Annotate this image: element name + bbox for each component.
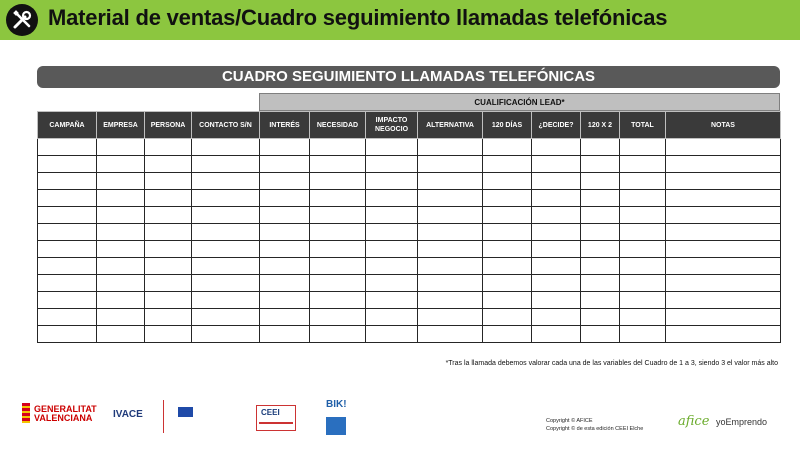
column-header: IMPACTO NEGOCIO — [366, 112, 418, 139]
table-cell[interactable] — [483, 275, 532, 292]
table-cell[interactable] — [366, 309, 418, 326]
table-cell[interactable] — [418, 241, 483, 258]
table-cell[interactable] — [310, 190, 366, 207]
table-cell[interactable] — [666, 156, 781, 173]
table-cell[interactable] — [38, 241, 97, 258]
table-cell[interactable] — [581, 241, 620, 258]
table-cell[interactable] — [581, 275, 620, 292]
table-cell[interactable] — [532, 224, 581, 241]
table-cell[interactable] — [97, 156, 145, 173]
table-cell[interactable] — [145, 258, 192, 275]
column-header: INTERÉS — [260, 112, 310, 139]
table-cell[interactable] — [581, 139, 620, 156]
table-cell[interactable] — [97, 275, 145, 292]
table-cell[interactable] — [532, 139, 581, 156]
table-cell[interactable] — [666, 139, 781, 156]
table-row — [38, 258, 781, 275]
table-cell[interactable] — [38, 224, 97, 241]
table-cell[interactable] — [38, 190, 97, 207]
table-cell[interactable] — [666, 258, 781, 275]
table-cell[interactable] — [532, 292, 581, 309]
table-cell[interactable] — [666, 309, 781, 326]
table-cell[interactable] — [581, 190, 620, 207]
table-cell[interactable] — [192, 292, 260, 309]
table-cell[interactable] — [620, 241, 666, 258]
afice-name: afice — [678, 414, 710, 429]
table-cell[interactable] — [366, 190, 418, 207]
table-cell[interactable] — [260, 275, 310, 292]
table-cell[interactable] — [620, 190, 666, 207]
table-cell[interactable] — [483, 258, 532, 275]
table-cell[interactable] — [145, 292, 192, 309]
tools-icon — [6, 4, 38, 36]
table-cell[interactable] — [97, 207, 145, 224]
table-cell[interactable] — [532, 275, 581, 292]
table-cell[interactable] — [310, 258, 366, 275]
table-row — [38, 139, 781, 156]
table-cell[interactable] — [483, 173, 532, 190]
table-cell[interactable] — [483, 326, 532, 343]
table-cell[interactable] — [38, 309, 97, 326]
column-header: EMPRESA — [97, 112, 145, 139]
table-cell[interactable] — [620, 224, 666, 241]
table-row — [38, 156, 781, 173]
table-cell[interactable] — [192, 258, 260, 275]
table-cell[interactable] — [366, 258, 418, 275]
table-cell[interactable] — [620, 275, 666, 292]
table-cell[interactable] — [366, 156, 418, 173]
table-cell[interactable] — [366, 241, 418, 258]
table-cell[interactable] — [38, 326, 97, 343]
table-cell[interactable] — [38, 173, 97, 190]
table-cell[interactable] — [620, 258, 666, 275]
table-cell[interactable] — [260, 258, 310, 275]
afice-logo — [678, 414, 709, 429]
table-cell[interactable] — [418, 258, 483, 275]
table-cell[interactable] — [581, 224, 620, 241]
table-cell[interactable] — [532, 156, 581, 173]
table-cell[interactable] — [192, 326, 260, 343]
table-cell[interactable] — [418, 309, 483, 326]
footer-logos — [0, 395, 800, 450]
table-cell[interactable] — [310, 241, 366, 258]
table-cell[interactable] — [581, 292, 620, 309]
table-cell[interactable] — [620, 139, 666, 156]
table-cell[interactable] — [38, 139, 97, 156]
table-cell[interactable] — [666, 224, 781, 241]
table-cell[interactable] — [310, 207, 366, 224]
table-cell[interactable] — [310, 275, 366, 292]
column-header: NOTAS — [666, 112, 781, 139]
table-row — [38, 224, 781, 241]
bik-cube-icon — [326, 417, 346, 435]
table-cell[interactable] — [366, 292, 418, 309]
table-cell[interactable] — [483, 156, 532, 173]
table-cell[interactable] — [418, 224, 483, 241]
column-header: CONTACTO S/N — [192, 112, 260, 139]
table-row — [38, 309, 781, 326]
column-header: PERSONA — [145, 112, 192, 139]
table-cell[interactable] — [97, 258, 145, 275]
table-cell[interactable] — [38, 258, 97, 275]
ceei-name: CEEI — [261, 408, 280, 417]
table-cell[interactable] — [581, 207, 620, 224]
table-cell[interactable] — [666, 275, 781, 292]
table-cell[interactable] — [310, 309, 366, 326]
table-cell[interactable] — [97, 224, 145, 241]
copyright-afice: Copyright © AFICE — [546, 418, 593, 424]
column-header: ALTERNATIVA — [418, 112, 483, 139]
table-row — [38, 207, 781, 224]
eu-flag-icon — [178, 407, 193, 417]
table-cell[interactable] — [145, 326, 192, 343]
tracking-table — [37, 111, 781, 343]
logo-divider — [163, 400, 164, 433]
column-header: TOTAL — [620, 112, 666, 139]
table-cell[interactable] — [260, 292, 310, 309]
table-cell[interactable] — [366, 207, 418, 224]
table-cell[interactable] — [192, 207, 260, 224]
table-cell[interactable] — [666, 241, 781, 258]
column-header: 120 X 2 — [581, 112, 620, 139]
table-cell[interactable] — [260, 173, 310, 190]
table-cell[interactable] — [483, 241, 532, 258]
table-cell[interactable] — [366, 326, 418, 343]
ceei-underline — [259, 422, 293, 424]
table-cell[interactable] — [666, 326, 781, 343]
table-body — [38, 139, 781, 343]
table-row — [38, 190, 781, 207]
table-cell[interactable] — [192, 156, 260, 173]
table-cell[interactable] — [260, 224, 310, 241]
table-cell[interactable] — [620, 309, 666, 326]
table-cell[interactable] — [97, 139, 145, 156]
table-cell[interactable] — [97, 309, 145, 326]
table-cell[interactable] — [620, 156, 666, 173]
table-cell[interactable] — [145, 241, 192, 258]
table-cell[interactable] — [418, 326, 483, 343]
table-cell[interactable] — [418, 292, 483, 309]
generalitat-emblem-icon — [22, 403, 30, 423]
table-cell[interactable] — [418, 190, 483, 207]
table-cell[interactable] — [260, 190, 310, 207]
table-cell[interactable] — [192, 275, 260, 292]
table-cell[interactable] — [581, 258, 620, 275]
table-cell[interactable] — [483, 190, 532, 207]
header-bar — [0, 0, 800, 40]
table-cell[interactable] — [366, 224, 418, 241]
table-cell[interactable] — [581, 309, 620, 326]
table-cell[interactable] — [260, 207, 310, 224]
table-cell[interactable] — [192, 309, 260, 326]
table-cell[interactable] — [260, 241, 310, 258]
table-cell[interactable] — [418, 275, 483, 292]
table-cell[interactable] — [145, 139, 192, 156]
table-cell[interactable] — [532, 258, 581, 275]
table-cell[interactable] — [97, 190, 145, 207]
table-cell[interactable] — [483, 224, 532, 241]
table-cell[interactable] — [145, 156, 192, 173]
table-cell[interactable] — [145, 173, 192, 190]
table-cell[interactable] — [260, 139, 310, 156]
table-cell[interactable] — [310, 224, 366, 241]
table-title-banner: CUADRO SEGUIMIENTO LLAMADAS TELEFÓNICAS — [37, 66, 780, 88]
table-cell[interactable] — [666, 173, 781, 190]
copyright-ceei: Copyright © de esta edición CEEI Elche — [546, 426, 644, 432]
table-cell[interactable] — [666, 292, 781, 309]
table-cell[interactable] — [192, 173, 260, 190]
table-cell[interactable] — [310, 173, 366, 190]
table-row — [38, 241, 781, 258]
table-cell[interactable] — [192, 241, 260, 258]
table-cell[interactable] — [145, 207, 192, 224]
generalitat-name: GENERALITAT VALENCIANA — [34, 404, 97, 423]
lead-qualification-header: CUALIFICACIÓN LEAD* — [259, 93, 780, 111]
ivace-logo — [113, 409, 143, 420]
table-cell[interactable] — [620, 326, 666, 343]
ceei-logo — [256, 405, 296, 431]
table-cell[interactable] — [97, 241, 145, 258]
page-title: Material de ventas/Cuadro seguimiento llamadas telefónicas — [48, 5, 668, 30]
table-cell[interactable] — [532, 207, 581, 224]
table-cell[interactable] — [418, 139, 483, 156]
table-cell[interactable] — [532, 190, 581, 207]
table-cell[interactable] — [192, 190, 260, 207]
table-cell[interactable] — [366, 275, 418, 292]
ivace-name: IVACE — [113, 409, 143, 420]
column-header: ¿DECIDE? — [532, 112, 581, 139]
table-cell[interactable] — [581, 173, 620, 190]
table-cell[interactable] — [310, 292, 366, 309]
table-cell[interactable] — [260, 326, 310, 343]
table-cell[interactable] — [38, 275, 97, 292]
column-header: 120 DÍAS — [483, 112, 532, 139]
footnote: *Tras la llamada debemos valorar cada una de las variables del Cuadro de 1 a 3, siendo 3 el valor más alto — [445, 360, 778, 367]
table-cell[interactable] — [145, 224, 192, 241]
table-row — [38, 292, 781, 309]
table-cell[interactable] — [532, 326, 581, 343]
table-cell[interactable] — [38, 207, 97, 224]
table-cell[interactable] — [666, 190, 781, 207]
table-cell[interactable] — [666, 207, 781, 224]
table-cell[interactable] — [145, 309, 192, 326]
table-cell[interactable] — [310, 326, 366, 343]
table-cell[interactable] — [145, 275, 192, 292]
table-cell[interactable] — [38, 156, 97, 173]
table-cell[interactable] — [483, 139, 532, 156]
table-cell[interactable] — [483, 207, 532, 224]
table-row — [38, 326, 781, 343]
table-cell[interactable] — [192, 224, 260, 241]
table-cell[interactable] — [310, 156, 366, 173]
copyright-block — [546, 417, 643, 433]
table-cell[interactable] — [38, 292, 97, 309]
table-cell[interactable] — [418, 156, 483, 173]
table-header-row — [38, 112, 781, 139]
table-cell[interactable] — [620, 173, 666, 190]
table-cell[interactable] — [532, 173, 581, 190]
table-cell[interactable] — [581, 326, 620, 343]
table-cell[interactable] — [97, 326, 145, 343]
table-cell[interactable] — [97, 173, 145, 190]
yoemprendo-logo: yoEmprendo — [716, 417, 768, 427]
table-cell[interactable] — [620, 292, 666, 309]
table-cell[interactable] — [532, 241, 581, 258]
table-row — [38, 275, 781, 292]
table-cell[interactable] — [192, 139, 260, 156]
table-cell[interactable] — [260, 309, 310, 326]
column-header: NECESIDAD — [310, 112, 366, 139]
table-cell[interactable] — [483, 292, 532, 309]
column-header: CAMPAÑA — [38, 112, 97, 139]
table-row — [38, 173, 781, 190]
table-cell[interactable] — [97, 292, 145, 309]
table-cell[interactable] — [366, 139, 418, 156]
bik-logo: BIK! — [326, 399, 347, 410]
table-cell[interactable] — [145, 190, 192, 207]
table-cell[interactable] — [260, 156, 310, 173]
table-cell[interactable] — [310, 139, 366, 156]
table-cell[interactable] — [418, 207, 483, 224]
table-cell[interactable] — [620, 207, 666, 224]
table-cell[interactable] — [483, 309, 532, 326]
table-cell[interactable] — [366, 173, 418, 190]
table-cell[interactable] — [581, 156, 620, 173]
table-cell[interactable] — [418, 173, 483, 190]
table-cell[interactable] — [532, 309, 581, 326]
